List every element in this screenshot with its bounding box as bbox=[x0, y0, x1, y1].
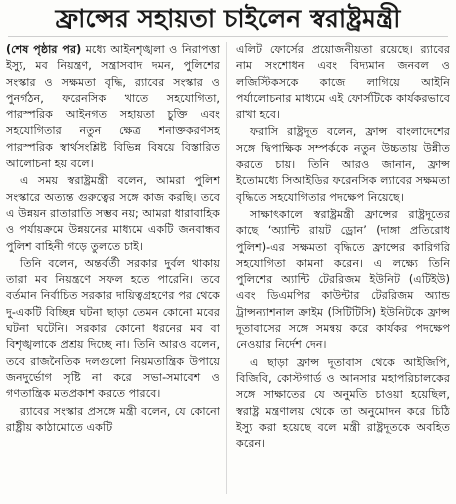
article-paragraph bbox=[6, 42, 220, 172]
paragraph-text: মধ্যে আইনশৃঙ্খলা ও নিরাপত্তা ইস্যু, মব নিয়ন্ত্রণ, সন্ত্রাসবাদ দমন, পুলিশের সংস্কার ও সক্ষমতা বৃদ্ধি, র‍্যাবের সংস্কার ও পুনর্গঠন, ফরেনসিক খাতে সহযোগিতা, পারস্পরিক আইনগত সহায়তা চুক্তি এবং সহযোগিতার নতুন ক্ষেত্র শনাক্তকরণসহ পারস্পরিক স্বার্থসংশ্লিষ্ট বিভিন্ন বিষয়ে বিস্তারিত আলোচনা হয় বলে। bbox=[6, 43, 220, 171]
article-paragraph: এ সময় স্বরাষ্ট্রমন্ত্রী বলেন, আমরা পুলিশ সংস্কারে অত্যন্ত গুরুত্বের সঙ্গে কাজ করছি। তবে এ উন্নয়ন রাতারাতি সম্ভব নয়; আমরা ধারাবাহিক ও পর্যায়ক্রমে উন্নয়নের মাধ্যমে একটি জনবান্ধব পুলিশ বাহিনী গড়ে তুলতে চাই। bbox=[6, 174, 220, 253]
headline: ফ্রান্সের সহায়তা চাইলেন স্বরাষ্ট্রমন্ত্রী bbox=[8, 2, 448, 37]
article-paragraph: র‍্যাবের সংস্কার প্রসঙ্গে মন্ত্রী বলেন, যে কোনো রাষ্ট্রীয় কাঠামোতে একটি bbox=[6, 404, 220, 434]
article-paragraph: তিনি বলেন, অন্তর্বর্তী সরকার দুর্বল থাকায় তারা মব নিয়ন্ত্রণে সফল হতে পারেনি। তবে বর্তমান নির্বাচিত সরকার দায়িত্বগ্রহণের পর থেকে দু-একটি বিচ্ছিন্ন ঘটনা ছাড়া তেমন কোনো মবের ঘটনা ঘটেনি। সরকার কোনো ধরনের মব বা বিশৃঙ্খলাকে প্রশ্রয় দিচ্ছে না। তিনি আরও বলেন, তবে রাজনৈতিক দলগুলো নিয়মতান্ত্রিক উপায়ে জনদুর্ভোগ সৃষ্টি না করে সভা-সমাবেশ ও গণতান্ত্রিক মতপ্রকাশ করতে পারবে। bbox=[6, 256, 220, 401]
article-paragraph: ফরাসি রাষ্ট্রদূত বলেন, ফ্রান্স বাংলাদেশের সঙ্গে দ্বিপাক্ষিক সম্পর্ককে নতুন উচ্চতায় উন্নীত করতে চায়। তিনি আরও জানান, ফ্রান্স ইতোমধ্যে সিআইডির ফরেনসিক ল্যাবের সক্ষমতা বৃদ্ধিতে সহযোগিতার পদক্ষেপ নিয়েছে। bbox=[236, 125, 450, 204]
right-column bbox=[236, 42, 450, 500]
article-paragraph: এ ছাড়া ফ্রান্স দূতাবাস থেকে আইজিপি, বিজিবি, কোস্টগার্ড ও আনসার মহাপরিচালকের সঙ্গে সাক্ষাতের যে অনুমতি চাওয়া হয়েছিল, স্বরাষ্ট্র মন্ত্রণালয় থেকে তা অনুমোদন করে চিঠি ইস্যু করা হয়েছে বলে মন্ত্রী রাষ্ট্রদূতকে অবহিত করেন। bbox=[236, 355, 450, 451]
article-paragraph: এলিট ফোর্সের প্রয়োজনীয়তা রয়েছে। র‍্যাবের নাম সংশোধন এবং বিদ্যমান জনবল ও লজিস্টিকসকে কাজে লাগিয়ে আইনি পর্যালোচনার মাধ্যমে এই ফোর্সটিকে কার্যকরভাবে রাখা হবে। bbox=[236, 43, 450, 122]
left-column bbox=[6, 42, 220, 500]
article-paragraph: সাক্ষাৎকালে স্বরাষ্ট্রমন্ত্রী ফ্রান্সের রাষ্ট্রদূতের কাছে ‘অ্যান্টি রায়ট ড্রোন’ (দাঙ্গা প্রতিরোধ পুলিশ)-এর সক্ষমতা বৃদ্ধিতে ফ্রান্সের কারিগরি সহযোগিতা কামনা করেন। এ লক্ষ্যে তিনি পুলিশের অ্যান্টি টেররিজম ইউনিট (এটিইউ) এবং ডিএমপির কাউন্টার টেররিজম অ্যান্ড ট্রান্সন্যাশনাল ক্রাইম (সিটিটিসি) ইউনিটকে ফ্রান্স দূতাবাসের সঙ্গে সমন্বয় করে কার্যকর পদক্ষেপ নেওয়ার নির্দেশ দেন। bbox=[236, 207, 450, 352]
continuation-lead: (শেষ পৃষ্ঠার পর) bbox=[6, 43, 82, 56]
column-divider bbox=[226, 42, 227, 494]
